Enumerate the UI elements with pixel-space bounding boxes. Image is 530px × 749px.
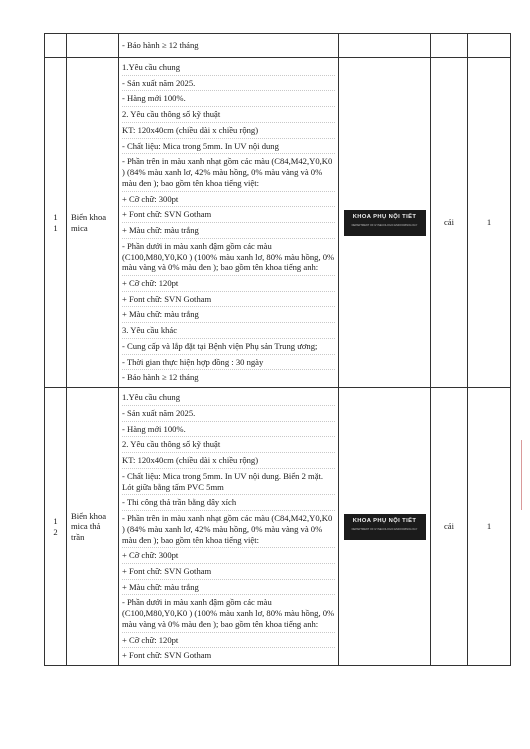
sign-title: KHOA PHỤ NỘI TIẾT [352, 517, 417, 524]
spec-cell [119, 58, 339, 388]
unit-cell [431, 34, 468, 58]
quantity-cell: 1 [468, 388, 511, 666]
spec-line: - Thi công thả trần bằng dây xích [122, 495, 335, 511]
stt-digit: 2 [53, 526, 58, 537]
spec-line: - Bảo hành ≥ 12 tháng [122, 40, 199, 51]
spec-line: + Màu chữ: màu trắng [122, 223, 335, 239]
stt-cell [45, 388, 67, 666]
spec-line: + Cỡ chữ: 120pt [122, 276, 335, 292]
spec-line: - Phần dưới in màu xanh đậm gồm các màu (C100,M80,Y0,K0 ) (100% màu xanh lơ, 80% màu hồng, 0% màu vàng và 0% màu đen ); bao gồm tên khoa tiếng anh: [122, 239, 335, 276]
sign-subtitle: DEPARTMENT OF GYNECOLOGIC ENDOCRINOLOGY [351, 223, 418, 227]
spec-line: + Font chữ: SVN Gotham [122, 207, 335, 223]
stt-cell [45, 34, 67, 58]
item-name-cell [67, 34, 119, 58]
spec-line: - Sản xuất năm 2025. [122, 406, 335, 422]
item-name-line: mica [71, 222, 88, 233]
spec-line: + Màu chữ: màu trắng [122, 307, 335, 323]
spec-line: + Font chữ: SVN Gotham [122, 292, 335, 308]
spec-line: KT: 120x40cm (chiều dài x chiều rộng) [122, 453, 335, 469]
spec-line: 1.Yêu cầu chung [122, 60, 335, 76]
spec-line: - Bảo hành ≥ 12 tháng [122, 372, 199, 383]
spec-line: - Phần trên in màu xanh nhạt gồm các màu (C84,M42,Y0,K0 ) (84% màu xanh lơ, 42% màu hồng, 0% màu vàng và 0% màu đen ); bao gồm tên khoa tiếng việt: [122, 511, 335, 548]
spec-line: - Thời gian thực hiện hợp đồng : 30 ngày [122, 355, 335, 371]
spec-line: 2. Yêu cầu thông số kỹ thuật [122, 107, 335, 123]
spec-line: - Phần dưới in màu xanh đậm gồm các màu (C100,M80,Y0,K0 ) (100% màu xanh lơ, 80% màu hồng, 0% màu vàng và 0% màu đen ); bao gồm tên khoa tiếng anh: [122, 595, 335, 632]
spec-line: - Hàng mới 100%. [122, 422, 335, 438]
item-name-cell [67, 388, 119, 666]
spec-line: - Hàng mới 100%. [122, 91, 335, 107]
sign-preview-image [344, 514, 426, 540]
table-row-item-12 [45, 388, 511, 666]
page-edge-mark [521, 440, 526, 510]
sign-subtitle: DEPARTMENT OF GYNECOLOGIC ENDOCRINOLOGY [351, 527, 418, 531]
table-row [45, 34, 511, 58]
spec-line: + Màu chữ: màu trắng [122, 580, 335, 596]
spec-cell [119, 34, 339, 58]
spec-cell [119, 388, 339, 666]
image-cell [339, 58, 431, 388]
sign-title: KHOA PHỤ NỘI TIẾT [352, 213, 417, 220]
table-row-item-11 [45, 58, 511, 388]
unit-cell: cái [431, 388, 468, 666]
stt-digit: 1 [53, 222, 58, 233]
spec-line: - Chất liệu: Mica trong 5mm. In UV nội dung [122, 139, 335, 155]
item-name-line: trần [71, 532, 85, 542]
unit-cell: cái [431, 58, 468, 388]
spec-line: + Cỡ chữ: 120pt [122, 633, 335, 649]
stt-digit: 1 [53, 515, 58, 526]
spec-line: 2. Yêu cầu thông số kỹ thuật [122, 437, 335, 453]
image-cell [339, 34, 431, 58]
specification-table [44, 33, 511, 666]
stt-digit: 1 [53, 211, 58, 222]
sign-preview-image [344, 210, 426, 236]
spec-line: - Cung cấp và lắp đặt tại Bệnh viện Phụ sản Trung ương; [122, 339, 335, 355]
image-cell [339, 388, 431, 666]
item-name-line: Biển khoa [71, 510, 107, 521]
item-name-cell [67, 58, 119, 388]
item-name-line: Biển khoa [71, 211, 107, 222]
spec-line: + Cỡ chữ: 300pt [122, 548, 335, 564]
spec-line: KT: 120x40cm (chiều dài x chiều rộng) [122, 123, 335, 139]
item-name-line: mica thả [71, 521, 101, 532]
spec-line: 1.Yêu cầu chung [122, 390, 335, 406]
spec-line: - Phần trên in màu xanh nhạt gồm các màu (C84,M42,Y0,K0 ) (84% màu xanh lơ, 42% màu hồng, 0% màu vàng và 0% màu đen ); bao gồm tên khoa tiếng việt: [122, 154, 335, 191]
spec-line: - Chất liệu: Mica trong 5mm. In UV nội dung. Biển 2 mặt. Lót giữa bằng tấm PVC 5mm [122, 469, 335, 495]
quantity-cell: 1 [468, 58, 511, 388]
spec-line: + Font chữ: SVN Gotham [122, 564, 335, 580]
spec-line: + Font chữ: SVN Gotham [122, 650, 212, 661]
spec-line: - Sản xuất năm 2025. [122, 76, 335, 92]
quantity-cell [468, 34, 511, 58]
spec-line: + Cỡ chữ: 300pt [122, 192, 335, 208]
spec-line: 3. Yêu cầu khác [122, 323, 335, 339]
stt-cell [45, 58, 67, 388]
